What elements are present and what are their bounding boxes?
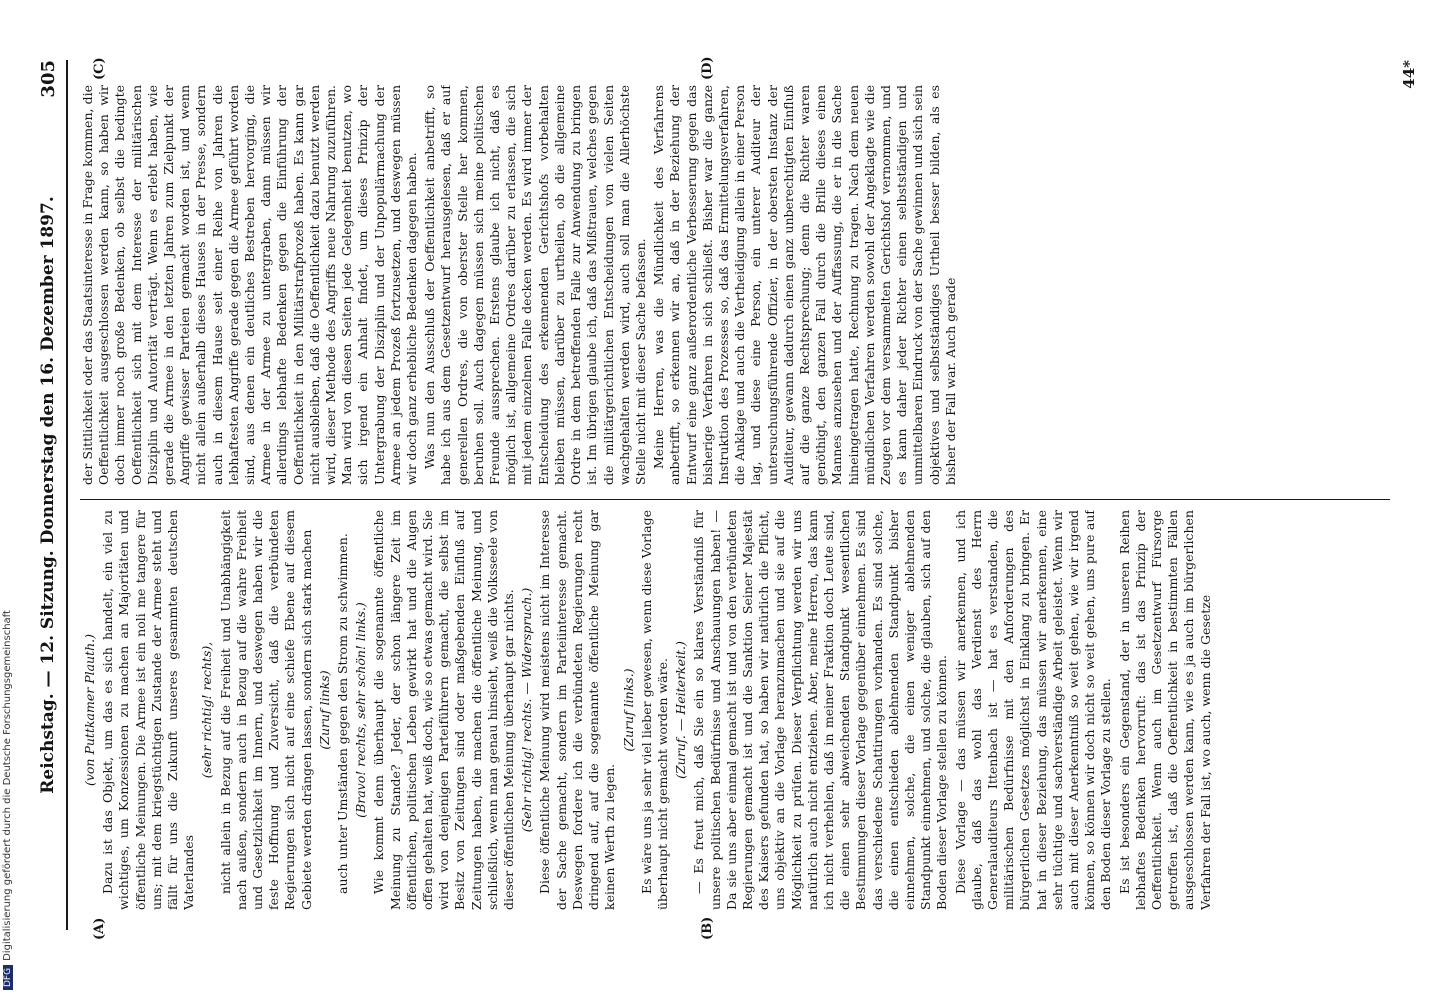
page-header [36, 60, 68, 930]
stage-direction: (Sehr richtig! rechts. — Widerspruch.) [519, 587, 535, 833]
margin-marker-d: (D) [700, 56, 715, 80]
paragraph: Diese öffentliche Meinung wird meistens nicht im Interesse der Sache gemacht, sondern im Parteiinteresse gemacht. Deswegen fordere ich die verbündeten Regierungen recht dringend auf, auf die sogenannte öffentliche Meinung gar keinen Werth zu legen. [537, 510, 618, 910]
stage-direction: (Zuruf. — Heiterkeit.) [673, 641, 689, 779]
dfg-logo: DFG [3, 965, 13, 990]
paragraph: der Sittlichkeit oder das Staatsinteresse in Frage kommen, die Oeffentlichkeit ausgeschlossen werden kann, so haben wir doch immer noch große Bedenken, ob selbst die bedingte Oeffentlichkeit sich mit dem Interesse der militärischen Disziplin und Autorität verträgt. Wenn es erlebt haben, wie gerade die Armee in den letzten Jahren zum Zielpunkt der Angriffe gewisser Parteien gemacht worden ist, und wenn nicht allein außerhalb dieses Hauses in der Presse, sondern auch in diesem Hause seit einer Reihe von Jahren die lebhaftesten Angriffe gerade gegen die Armee geführt worden sind, aus denen ein deutliches Bestreben hervorging, die Armee in der Armee zu untergraben, dann müssen wir allerdings lebhafte Bedenken gegen die Einführung der Oeffentlichkeit in den Militärstrafprozeß haben. Es kann gar nicht ausbleiben, daß die Oeffentlichkeit dazu benutzt werden wird, dieser Methode des Angriffs neue Nahrung zuzuführen. Man wird von diesen Seiten jede Gelegenheit benutzen, wo sich irgend ein Anhalt findet, um dieses Prinzip der Untergrabung der Disziplin und der Unpopulärmachung der Armee an jedem Prozeß fortzusetzen, und deswegen müssen wir doch ganz erhebliche Bedenken dagegen haben. [80, 85, 420, 485]
page-number: 305 [38, 60, 59, 98]
margin-marker-a: (A) [92, 917, 107, 940]
paragraph: Meine Herren, was die Mündlichkeit des Verfahrens anbetrifft, so erkennen wir an, daß in der Beziehung der Entwurf eine ganz außerordentliche Verbesserung gegen das bisherige Verfahren in sich schließt. Bisher war die ganze Instruktion des Prozesses so, daß das Ermittelungsverfahren, die Anklage und auch die Vertheidigung allein in einer Person lag, und diese eine Person, ein unterer Auditeur der untersuchungsführende Offizier, in der obersten Instanz der Auditeur, gewann dadurch einen ganz unberechtigten Einfluß auf die ganze Rechtsprechung; denn die Richter waren genöthigt, den ganzen Fall durch die Brille dieses einen Mannes anzusehen und der Auffassung, die er in die Sache hineingetragen hatte, Rechnung zu tragen. Nach dem neuen mündlichen Verfahren werden sowohl der Angeklagte wie die Zeugen vor dem versammelten Gerichtshof vernommen, und es kann daher jeder Richter einen selbstständigen und unmittelbaren Eindruck von der Sache gewinnen und sich sein objektives und selbstständiges Urtheil besser bilden, als es bisher der Fall war. Auch gerade [651, 85, 958, 485]
right-text-column [80, 85, 1390, 485]
paragraph: auch unter Umständen gegen den Strom zu schwimmen. [335, 533, 351, 894]
stage-direction: (Bravo! rechts, sehr schön! links.) [353, 602, 369, 818]
margin-marker-b: (B) [700, 916, 715, 940]
paragraph: — Es freut mich, daß Sie ein so klares Verständniß für unsere politischen Bedürfnisse und Anschauungen haben! — Da sie uns aber einmal gemacht ist und von den verbündeten Regierungen gemacht ist und die Sanktion Seiner Majestät des Kaisers gefunden hat, so haben wir natürlich die Pflicht, uns objektiv an die Vorlage heranzumachen und sie auf die Möglichkeit zu prüfen. Dieser Verpflichtung werden wir uns natürlich auch nicht entziehen. Aber, meine Herren, das kann ich nicht verhehlen, daß in meiner Fraktion doch Leute sind, die einen sehr abweichenden Standpunkt wesentlichen Bestimmungen dieser Vorlage gegenüber einnehmen. Es sind das verschiedene Schattirungen vorhanden. Es sind solche, die einen entschieden ablehnenden Standpunkt bisher einnehmen, solche, die einen weniger ablehnenden Standpunkt einnehmen, und solche, die glauben, sich auf den Boden dieser Vorlage stellen zu können. [691, 510, 950, 910]
left-text-column [80, 510, 1390, 910]
speaker-name: (von Puttkamer Plauth.) [82, 633, 97, 787]
column-divider [80, 499, 1390, 500]
header-title: Reichstag. — 12. Sitzung. Donnerstag den 16. Dezember 1897. [38, 196, 58, 794]
digitization-notice: Digitalisierung gefördert durch die Deutsche Forschungsgemeinschaft [2, 610, 13, 961]
paragraph: nicht allein in Bezug auf die Freiheit und Unabhängigkeit nach außen, sondern auch in Bezug auf die wahre Freiheit und Gesetzlichkeit im Innern, und deswegen haben wir die feste Hoffnung und Zuversicht, daß die verbündeten Regierungen sich nicht auf eine schiefe Ebene auf diesem Gebiete werden drängen lassen, sondern sich stark machen [217, 510, 314, 910]
stage-direction: (Zuruf links) [316, 670, 332, 750]
paragraph: Es wäre uns ja sehr viel lieber gewesen, wenn diese Vorlage überhaupt nicht gemacht worden wäre. [638, 510, 670, 910]
margin-marker-c: (C) [92, 57, 107, 80]
paragraph: Diese Vorlage — das müssen wir anerkennen, und ich glaube, daß das wohl das Verdienst des Herrn Generalauditeurs Ittenbach ist — hat es verstanden, die militärischen Bedürfnisse mit den Anforderungen des bürgerlichen Gesetzes möglichst in Einklang zu bringen. Er hat in dieser Beziehung, das müssen wir anerkennen, eine sehr tüchtige und sachverständige Arbeit geleistet. Wenn wir auch mit dieser Anerkenntniß so weit gehen, wie wir irgend können, so können wir doch nicht so weit gehen, uns pure auf den Boden dieser Vorlage zu stellen. [952, 510, 1114, 910]
paragraph: Dazu ist das Objekt, um das es sich handelt, ein viel zu wichtiges, um Konzessionen zu machen an Majoritäten und öffentliche Meinungen. Die Armee ist ein noli me tangere für uns; mit dem kriegstüchtigen Zustande der Armee steht und fällt für uns die Zukunft unseres gesammten deutschen Vaterlandes [100, 510, 197, 910]
paragraph: Was nun den Ausschluß der Oeffentlichkeit anbetrifft, so habe ich aus dem Gesetzentwurf herausgelesen, daß er auf generellen Ordres, die von oberster Stelle her kommen, beruhen soll. Auch dagegen müssen sich meine politischen Freunde aussprechen. Erstens glaube ich nicht, daß es möglich ist, allgemeine Ordres darüber zu erlassen, die sich mit jedem einzelnen Falle decken werden. Es wird immer der Entscheidung des erkennenden Gerichtshofs vorbehalten bleiben müssen, darüber zu urtheilen, ob die allgemeine Ordre in dem betreffenden Falle zur Anwendung zu bringen ist. Im übrigen glaube ich, daß das Mißtrauen, welches gegen die militärgerichtlichen Entscheidungen von vielen Seiten wachgehalten werden wird, auch soll man die Allerhöchste Stelle nicht mit dieser Sache befassen. [422, 85, 648, 485]
paragraph: Es ist besonders ein Gegenstand, der in unseren Reihen lebhaftes Bedenken hervorruft: das ist das Prinzip der Oeffentlichkeit. Wenn auch im Gesetzentwurf Fürsorge getroffen ist, daß die Oeffentlichkeit in bestimmten Fällen ausgeschlossen werden kann, wie es ja auch im bürgerlichen Verfahren der Fall ist, wo auch, wenn die Gesetze [1116, 510, 1213, 910]
stage-direction: (Zuruf links.) [620, 668, 636, 752]
sheet-signature: 44* [1400, 60, 1418, 89]
stage-direction: (sehr richtig! rechts), [199, 641, 215, 779]
paragraph: Wie kommt denn überhaupt die sogenannte öffentliche Meinung zu Stande? Jeder, der schon längere Zeit im öffentlichen, politischen Leben gewirkt hat und die Augen offen gehalten hat, weiß doch, wie so etwas gemacht wird. Sie wird von denjenigen Parteiführern gemacht, die selbst im Besitz von Zeitungen sind oder maßgebenden Einfluß auf Zeitungen haben, die machen die öffentliche Meinung, und schließlich, wenn man genau hinsieht, weiß die Volksseele von dieser öffentlichen Meinung überhaupt gar nichts. [371, 510, 517, 910]
